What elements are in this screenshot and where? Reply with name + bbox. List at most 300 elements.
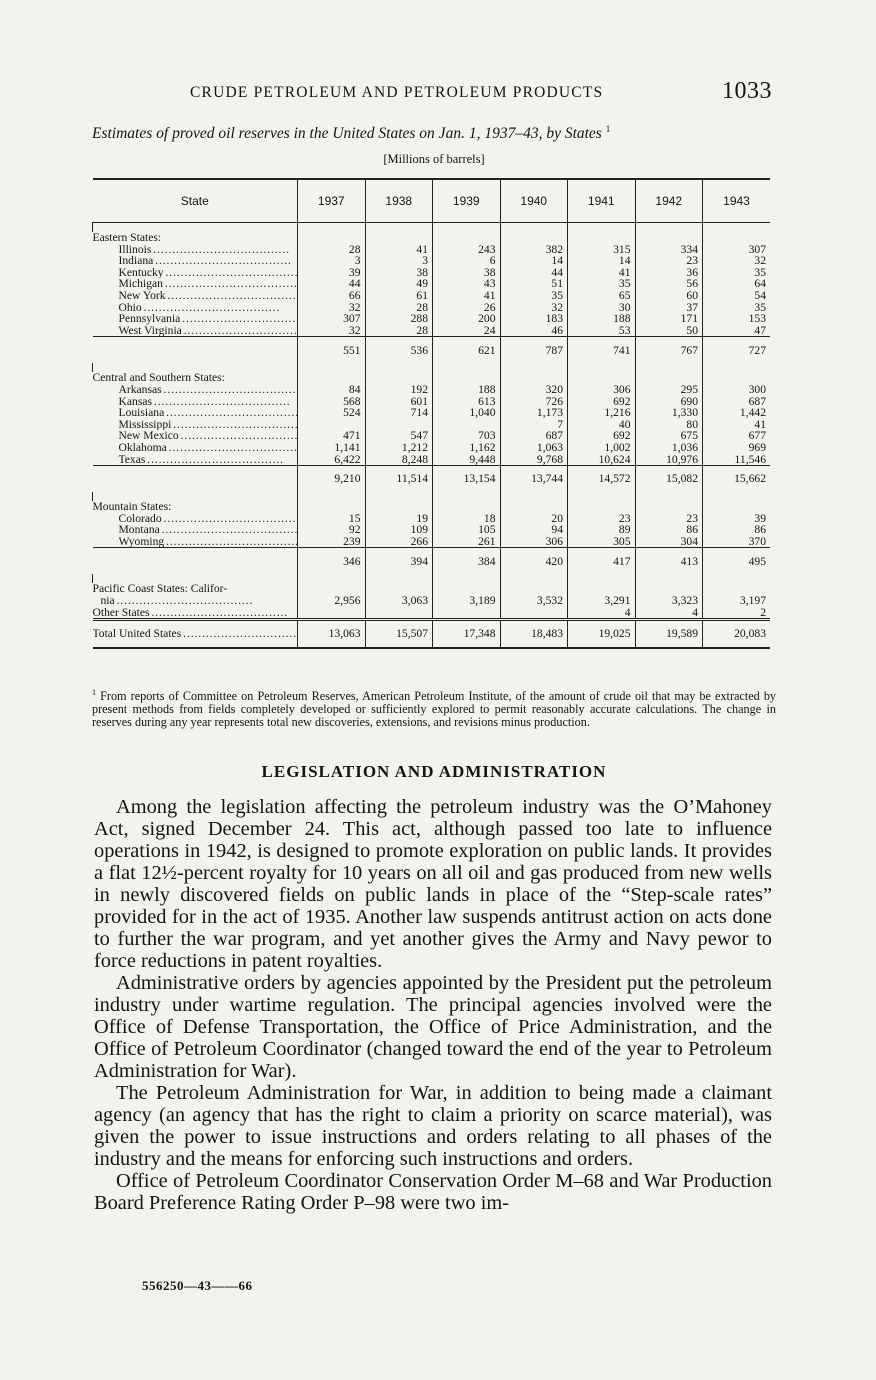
empty-cell <box>93 337 298 364</box>
state-label: Louisiana . . . <box>119 407 298 419</box>
state-label: Michigan . . . <box>119 278 298 290</box>
empty-cell <box>298 363 366 372</box>
table-row <box>93 595 771 607</box>
printer-signature: 556250—43——66 <box>142 1278 253 1293</box>
empty-cell <box>703 574 771 583</box>
state-name <box>93 290 298 302</box>
table-cell: 32 <box>703 255 771 267</box>
state-label: Indiana . . . <box>119 255 290 267</box>
table-cell: 471 <box>298 430 366 442</box>
table-cell: 15,082 <box>635 466 703 493</box>
empty-cell <box>500 574 568 583</box>
table-cell: 547 <box>365 430 433 442</box>
table-cell: 41 <box>433 290 501 302</box>
subtotal-row <box>93 466 771 493</box>
table-cell: 86 <box>703 524 771 536</box>
table-cell: 105 <box>433 524 501 536</box>
table-cell: 39 <box>298 267 366 279</box>
table-cell: 23 <box>568 513 636 525</box>
table-cell: 15 <box>298 513 366 525</box>
table-row <box>93 536 771 548</box>
state-label: nia . . . <box>101 595 252 607</box>
table-cell: 306 <box>500 536 568 548</box>
table-cell: 26 <box>433 302 501 314</box>
state-name <box>93 442 298 454</box>
state-name <box>93 607 298 620</box>
table-cell: 266 <box>365 536 433 548</box>
table-row <box>93 442 771 454</box>
table-row <box>93 278 771 290</box>
table-cell: 86 <box>635 524 703 536</box>
state-label: New Mexico . . . <box>119 430 298 442</box>
state-label: New York . . . <box>119 290 298 302</box>
paragraph: Among the legislation affecting the petroleum industry was the O’Mahoney Act, signed December 24. This act, although passed too late to influence operations in 1942, is designed to promote exploration on public lands. It provides a flat 12½-percent royalty for 10 years on all oil and gas produced from new wells in newly discovered fields on public lands in place of the “Step-scale rates” provided for in the act of 1935. Another law suspends antitrust action on acts done to further the war program, and yet another gives the Army and Navy pewor to force reductions in patent royalties. <box>94 796 772 972</box>
group-header-row <box>93 232 771 244</box>
state-name <box>93 536 298 548</box>
table-cell: 1,063 <box>500 442 568 454</box>
table-cell: 44 <box>500 267 568 279</box>
empty-cell <box>703 232 771 244</box>
table-cell: 66 <box>298 290 366 302</box>
state-label: Illinois . . . <box>119 244 289 256</box>
table-cell: 65 <box>568 290 636 302</box>
table-cell: 1,162 <box>433 442 501 454</box>
table-cell: 80 <box>635 419 703 431</box>
state-name <box>93 513 298 525</box>
table-row <box>93 384 771 396</box>
table-cell: 295 <box>635 384 703 396</box>
table-cell: 2,956 <box>298 595 366 607</box>
body-text <box>94 796 772 1214</box>
table-cell: 334 <box>635 244 703 256</box>
table-cell: 44 <box>298 278 366 290</box>
table-cell: 19 <box>365 513 433 525</box>
table-cell: 714 <box>365 407 433 419</box>
empty-cell <box>365 501 433 513</box>
table-cell: 787 <box>500 337 568 364</box>
state-name <box>93 384 298 396</box>
table-cell: 767 <box>635 337 703 364</box>
table-cell: 47 <box>703 325 771 337</box>
column-header: 1942 <box>635 179 703 223</box>
empty-cell <box>365 363 433 372</box>
table-cell: 10,976 <box>635 454 703 466</box>
table-cell: 10,624 <box>568 454 636 466</box>
table-cell: 32 <box>298 302 366 314</box>
table-row <box>93 313 771 325</box>
table-cell: 261 <box>433 536 501 548</box>
table-cell: 568 <box>298 396 366 408</box>
column-header: 1937 <box>298 179 366 223</box>
state-name <box>93 524 298 536</box>
table-cell: 188 <box>568 313 636 325</box>
empty-cell <box>635 501 703 513</box>
table-row <box>93 583 771 595</box>
table-cell: 288 <box>365 313 433 325</box>
table-cell: 413 <box>635 548 703 575</box>
empty-cell <box>93 223 298 233</box>
table-cell: 9,768 <box>500 454 568 466</box>
table-cell: 60 <box>635 290 703 302</box>
table-cell <box>298 607 366 620</box>
spacer-row <box>93 223 771 233</box>
state-label: Total United States . . . <box>93 627 298 640</box>
state-label: Mississippi . . . <box>119 419 298 431</box>
table-cell: 56 <box>635 278 703 290</box>
table-cell: 183 <box>500 313 568 325</box>
empty-cell <box>365 492 433 501</box>
table-body <box>93 223 771 649</box>
table-cell: 1,212 <box>365 442 433 454</box>
group-name: Central and Southern States: <box>92 372 225 384</box>
running-title: CRUDE PETROLEUM AND PETROLEUM PRODUCTS <box>190 84 604 101</box>
running-header <box>92 78 776 110</box>
table-cell: 15,507 <box>365 620 433 649</box>
table-cell: 84 <box>298 384 366 396</box>
table-row <box>93 419 771 431</box>
column-header: 1943 <box>703 179 771 223</box>
group-name: Mountain States: <box>92 501 172 513</box>
table-cell: 109 <box>365 524 433 536</box>
table-cell: 35 <box>500 290 568 302</box>
table-cell: 690 <box>635 396 703 408</box>
empty-cell <box>433 223 501 233</box>
table-cell: 23 <box>635 255 703 267</box>
table-cell: 613 <box>433 396 501 408</box>
table-cell: 38 <box>365 267 433 279</box>
table-cell: 171 <box>635 313 703 325</box>
state-name: Pacific Coast States: Califor- <box>92 583 228 596</box>
empty-cell <box>635 363 703 372</box>
table-cell: 601 <box>365 396 433 408</box>
table-cell: 687 <box>703 396 771 408</box>
table-cell: 307 <box>298 313 366 325</box>
total-row <box>93 620 771 649</box>
empty-cell <box>93 363 298 372</box>
table-cell <box>365 607 433 620</box>
table-cell: 28 <box>298 244 366 256</box>
table-cell: 49 <box>365 278 433 290</box>
table-cell: 35 <box>703 302 771 314</box>
table-cell: 15,662 <box>703 466 771 493</box>
table-cell: 92 <box>298 524 366 536</box>
table-cell: 23 <box>635 513 703 525</box>
spacer-row <box>93 574 771 583</box>
empty-cell <box>433 574 501 583</box>
state-label: Arkansas . . . <box>119 384 298 396</box>
table-cell: 394 <box>365 548 433 575</box>
empty-cell <box>433 363 501 372</box>
table-cell: 43 <box>433 278 501 290</box>
column-header: 1939 <box>433 179 501 223</box>
state-name <box>93 419 298 431</box>
subtotal-row <box>93 548 771 575</box>
table-cell: 239 <box>298 536 366 548</box>
state-label: Kentucky . . . <box>119 267 298 279</box>
paragraph: Office of Petroleum Coordinator Conservation Order M–68 and War Production Board Preference Rating Order P–98 were two im- <box>94 1170 772 1214</box>
empty-cell <box>500 232 568 244</box>
table-cell: 192 <box>365 384 433 396</box>
empty-cell <box>365 574 433 583</box>
table-cell: 9,210 <box>298 466 366 493</box>
table-cell: 692 <box>568 396 636 408</box>
empty-cell <box>568 492 636 501</box>
state-label: Oklahoma . . . <box>119 442 298 454</box>
state-name <box>93 255 298 267</box>
oil-reserves-table <box>92 178 770 649</box>
group-header-row <box>93 501 771 513</box>
table-cell: 64 <box>703 278 771 290</box>
table-cell: 11,514 <box>365 466 433 493</box>
table-cell: 39 <box>703 513 771 525</box>
empty-cell <box>365 232 433 244</box>
table-cell: 551 <box>298 337 366 364</box>
state-name <box>93 313 298 325</box>
paragraph: Administrative orders by agencies appointed by the President put the petroleum industry under wartime regulation. The principal agencies involved were the Office of Defense Transportation, the Office of Price Administration, and the Office of Petroleum Coordinator (changed toward the end of the year to Petroleum Administration for War). <box>94 972 772 1082</box>
empty-cell <box>568 363 636 372</box>
table-cell: 28 <box>365 302 433 314</box>
table-cell: 35 <box>703 267 771 279</box>
table-row <box>93 607 771 620</box>
table-cell: 94 <box>500 524 568 536</box>
table-cell: 1,216 <box>568 407 636 419</box>
column-header: 1938 <box>365 179 433 223</box>
table-cell: 18 <box>433 513 501 525</box>
table-cell: 36 <box>635 267 703 279</box>
empty-cell <box>635 232 703 244</box>
table-cell: 417 <box>568 548 636 575</box>
empty-cell <box>500 223 568 233</box>
empty-cell <box>703 492 771 501</box>
table-cell: 692 <box>568 430 636 442</box>
state-name <box>93 302 298 314</box>
group-name: Eastern States: <box>92 232 162 244</box>
table-cell: 741 <box>568 337 636 364</box>
state-name <box>93 430 298 442</box>
table-cell: 307 <box>703 244 771 256</box>
state-label: Other States . . . <box>93 607 287 619</box>
empty-cell <box>93 466 298 493</box>
table-cell: 8,248 <box>365 454 433 466</box>
table-cell: 13,063 <box>298 620 366 649</box>
table-cell: 320 <box>500 384 568 396</box>
table-cell: 382 <box>500 244 568 256</box>
table-cell: 40 <box>568 419 636 431</box>
table-cell: 1,002 <box>568 442 636 454</box>
table-cell: 969 <box>703 442 771 454</box>
spacer-row <box>93 363 771 372</box>
table-cell: 4 <box>568 607 636 620</box>
table-cell: 6 <box>433 255 501 267</box>
table-cell: 1,040 <box>433 407 501 419</box>
empty-cell <box>568 501 636 513</box>
footnote-mark: 1 <box>92 688 96 697</box>
table-cell: 32 <box>298 325 366 337</box>
state-label: Montana . . . <box>119 524 297 536</box>
state-name <box>93 325 298 337</box>
group-header-row <box>93 372 771 384</box>
table-cell: 153 <box>703 313 771 325</box>
empty-cell <box>93 548 298 575</box>
state-name <box>93 267 298 279</box>
table-cell: 3,291 <box>568 595 636 607</box>
table-cell: 536 <box>365 337 433 364</box>
empty-cell <box>298 501 366 513</box>
empty-cell <box>568 574 636 583</box>
table-cell: 200 <box>433 313 501 325</box>
table-cell: 188 <box>433 384 501 396</box>
table-cell: 14 <box>500 255 568 267</box>
table-cell: 18,483 <box>500 620 568 649</box>
column-header: 1941 <box>568 179 636 223</box>
state-label: Kansas . . . <box>119 396 289 408</box>
state-label: Texas . . . <box>119 454 283 466</box>
table-cell: 1,330 <box>635 407 703 419</box>
table-row <box>93 513 771 525</box>
table-cell: 300 <box>703 384 771 396</box>
table-cell: 32 <box>500 302 568 314</box>
table-cell: 13,744 <box>500 466 568 493</box>
table-cell: 675 <box>635 430 703 442</box>
empty-cell <box>298 223 366 233</box>
table-cell: 37 <box>635 302 703 314</box>
state-name <box>93 407 298 419</box>
table-cell: 20 <box>500 513 568 525</box>
table-cell: 13,154 <box>433 466 501 493</box>
empty-cell <box>93 574 298 583</box>
table-row <box>93 407 771 419</box>
table-cell: 14 <box>568 255 636 267</box>
empty-cell <box>703 363 771 372</box>
caption-footnote-mark: 1 <box>605 124 611 134</box>
state-label: Ohio . . . <box>119 302 279 314</box>
state-name <box>93 396 298 408</box>
table-cell: 1,141 <box>298 442 366 454</box>
table-cell: 677 <box>703 430 771 442</box>
table-cell: 3,323 <box>635 595 703 607</box>
table-cell: 687 <box>500 430 568 442</box>
table-cell: 53 <box>568 325 636 337</box>
state-name <box>93 244 298 256</box>
table-cell: 4 <box>635 607 703 620</box>
empty-cell <box>568 223 636 233</box>
table-cell <box>500 607 568 620</box>
empty-cell <box>298 492 366 501</box>
table-row <box>93 302 771 314</box>
table-cell: 1,036 <box>635 442 703 454</box>
table-cell: 11,546 <box>703 454 771 466</box>
spacer-row <box>93 492 771 501</box>
page-number: 1033 <box>722 78 772 104</box>
table-cell: 3,189 <box>433 595 501 607</box>
state-label: West Virginia . . . <box>119 325 298 337</box>
table-cell: 38 <box>433 267 501 279</box>
empty-cell <box>365 223 433 233</box>
state-name <box>93 620 298 649</box>
table-cell: 243 <box>433 244 501 256</box>
empty-cell <box>298 232 366 244</box>
table-cell: 41 <box>703 419 771 431</box>
table-row <box>93 244 771 256</box>
column-header: State <box>93 179 298 223</box>
table-cell: 3 <box>365 255 433 267</box>
table-row <box>93 325 771 337</box>
table-cell: 6,422 <box>298 454 366 466</box>
table-cell <box>433 607 501 620</box>
table-cell: 1,173 <box>500 407 568 419</box>
table-cell: 3,063 <box>365 595 433 607</box>
empty-cell <box>433 492 501 501</box>
state-name <box>93 454 298 466</box>
empty-cell <box>568 232 636 244</box>
table-cell: 304 <box>635 536 703 548</box>
table-cell: 41 <box>365 244 433 256</box>
table-cell: 384 <box>433 548 501 575</box>
table-cell: 305 <box>568 536 636 548</box>
table-cell: 703 <box>433 430 501 442</box>
state-name <box>93 278 298 290</box>
empty-cell <box>433 232 501 244</box>
table-cell: 306 <box>568 384 636 396</box>
empty-cell <box>635 574 703 583</box>
table-cell: 30 <box>568 302 636 314</box>
table-row <box>93 524 771 536</box>
empty-cell <box>500 492 568 501</box>
table-cell: 14,572 <box>568 466 636 493</box>
table-cell: 17,348 <box>433 620 501 649</box>
table-cell: 61 <box>365 290 433 302</box>
table-cell: 41 <box>568 267 636 279</box>
table-cell: 370 <box>703 536 771 548</box>
table-cell: 20,083 <box>703 620 771 649</box>
table-cell: 3,197 <box>703 595 771 607</box>
table-cell: 28 <box>365 325 433 337</box>
table-row <box>93 396 771 408</box>
table-cell: 54 <box>703 290 771 302</box>
table-cell: 50 <box>635 325 703 337</box>
table-cell: 3 <box>298 255 366 267</box>
state-label: Colorado . . . <box>119 513 298 525</box>
table-header-row <box>93 179 771 223</box>
table-caption <box>92 124 782 143</box>
table-cell: 727 <box>703 337 771 364</box>
subtotal-row <box>93 337 771 364</box>
table-row <box>93 267 771 279</box>
empty-cell <box>635 492 703 501</box>
table-cell: 621 <box>433 337 501 364</box>
state-label: Pennsylvania . . . <box>119 313 298 325</box>
table-cell: 2 <box>703 607 771 620</box>
empty-cell <box>635 223 703 233</box>
table-cell: 524 <box>298 407 366 419</box>
table-row <box>93 454 771 466</box>
table-cell: 1,442 <box>703 407 771 419</box>
empty-cell <box>500 501 568 513</box>
empty-cell <box>703 223 771 233</box>
empty-cell <box>298 574 366 583</box>
table-cell: 726 <box>500 396 568 408</box>
table-row <box>93 290 771 302</box>
table-cell: 51 <box>500 278 568 290</box>
table-cell: 9,448 <box>433 454 501 466</box>
table-cell: 35 <box>568 278 636 290</box>
column-header: 1940 <box>500 179 568 223</box>
table-cell: 19,025 <box>568 620 636 649</box>
table-cell: 495 <box>703 548 771 575</box>
table-cell: 3,532 <box>500 595 568 607</box>
empty-cell <box>433 501 501 513</box>
table-cell: 420 <box>500 548 568 575</box>
